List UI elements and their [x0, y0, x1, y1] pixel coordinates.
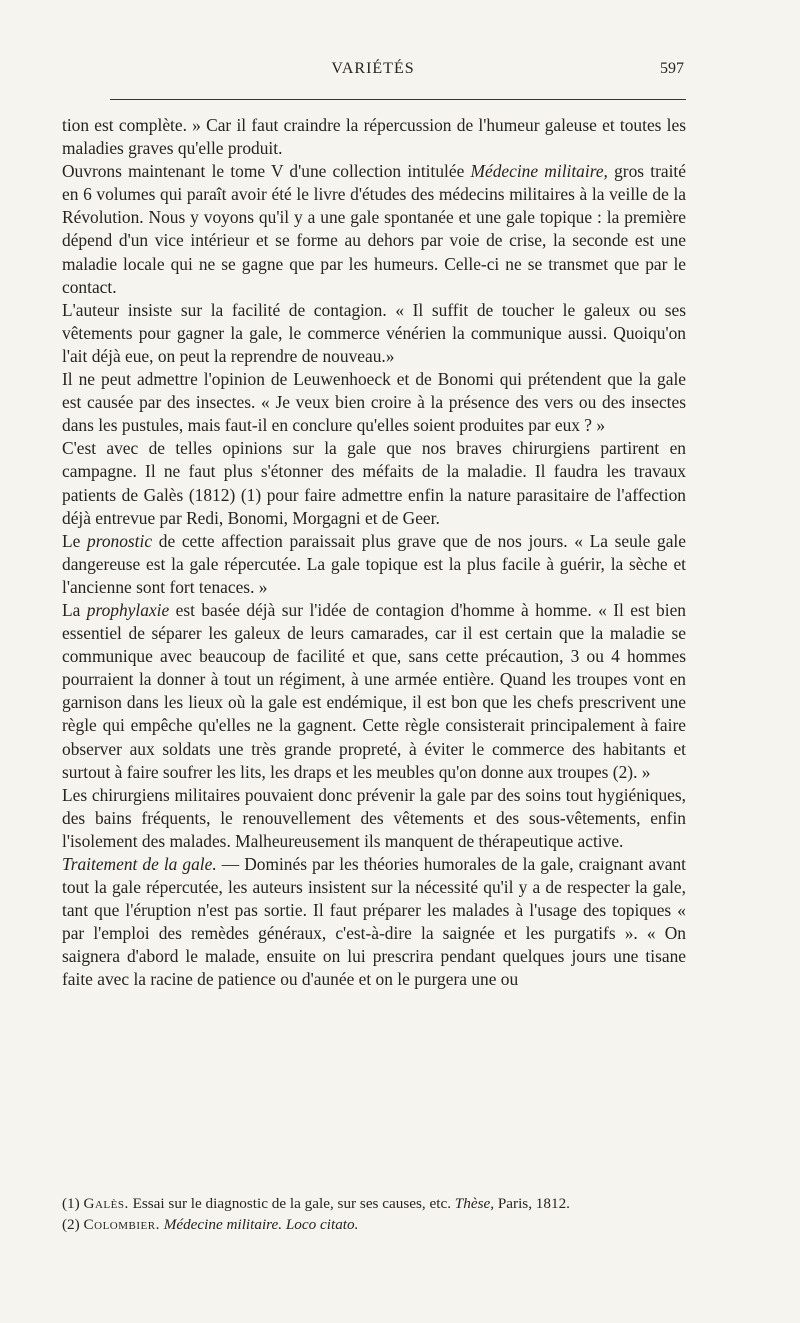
- page-header: [62, 60, 684, 86]
- footnote-2-mark: (2): [62, 1216, 80, 1233]
- work-title: Médecine militaire,: [470, 161, 608, 182]
- paragraph-7-rest: est basée déjà sur l'idée de contagion d'homme à homme. « Il est bien essentiel de séparer les galeux de leurs camarades, car il est certain que la maladie se communique avec beaucoup de facilité et que, sans cette précaution, 3 ou 4 hommes pourraient la donner à tout un régiment, à une armée entière. Quand les troupes vont en garnison dans les lieux où la gale est endémique, il est bon que les chefs prescrivent une règle qui empêche qu'elles ne la gagnent. Cette règle consisterait principalement à faire observer aux soldats une très grande propreté, à éviter le commerce des habitants et surtout à faire soufrer les lits, les draps et les meubles qu'on donne aux troupes (2). »: [62, 599, 686, 782]
- running-title: VARIÉTÉS: [331, 60, 415, 77]
- paragraph-6-rest: de cette affection paraissait plus grave que de nos jours. « La seule gale dangereuse est la gale répercutée. La gale topique est la plus facile à guérir, la sèche et l'ancienne sont fort tenaces. »: [62, 530, 686, 597]
- term-prophylaxie: prophylaxie: [86, 599, 170, 620]
- paragraph-2: [62, 160, 686, 299]
- paragraph-9-rest: — Dominés par les théories humorales de la gale, craignant avant tout la gale répercutée, les auteurs insistent sur la nécessité qu'il y a de respecter la gale, tant que l'éruption n'est pas sortie. Il faut préparer les malades à l'usage des topiques « par l'emploi des remèdes généraux, c'est-à-dire la saignée et les purgatifs ». « On saignera d'abord le malade, ensuite on lui prescrira pendant quelques jours une tisane faite avec la racine de patience ou d'aunée et on le purgera une ou: [62, 854, 686, 990]
- footnote-1-thesis: Thèse,: [454, 1195, 495, 1212]
- paragraph-2-rest: gros traité en 6 volumes qui paraît avoir été le livre d'études des médecins militaires à la veille de la Révolution. Nous y voyons qu'il y a une gale spontanée et une gale topique : la première dépend d'un vice intérieur et se forme au dehors par voie de crise, la seconde est une maladie locale qui ne se gagne que par les humeurs. Celle-ci ne se transmet que par le contact.: [62, 161, 686, 297]
- section-heading-traitement: Traitement de la gale.: [62, 854, 217, 874]
- paragraph-6: [62, 530, 686, 599]
- footnote-1-text: Essai sur le diagnostic de la gale, sur ses causes, etc.: [128, 1195, 455, 1212]
- footnote-2-work: Médecine militaire. Loco citato.: [159, 1216, 359, 1233]
- footnotes: [62, 1193, 686, 1235]
- paragraph-4: Il ne peut admettre l'opinion de Leuwenhoeck et de Bonomi qui prétendent que la gale est causée par des insectes. « Je veux bien croire à la présence des vers ou des insectes dans les pustules, mais faut-il en conclure qu'elles soient produites par eux ? »: [62, 369, 686, 436]
- footnote-1: [62, 1193, 686, 1214]
- footnote-1-place: Paris, 1812.: [494, 1195, 570, 1212]
- footnote-2-author: Colombier.: [83, 1216, 160, 1233]
- paragraph-9: [62, 853, 686, 992]
- paragraph-7: [62, 599, 686, 784]
- page-number: 597: [660, 60, 684, 77]
- paragraph-5: C'est avec de telles opinions sur la gale que nos braves chirurgiens partirent en campagne. Il ne faut plus s'étonner des méfaits de la maladie. Il faudra les travaux patients de Galès (1812) (1) pour faire admettre enfin la nature parasitaire de l'affection déjà entrevue par Redi, Bonomi, Morgagni et de Geer.: [62, 438, 686, 528]
- term-pronostic: pronostic: [87, 530, 153, 551]
- paragraph-1: tion est complète. » Car il faut craindre la répercussion de l'humeur galeuse et toutes les maladies graves qu'elle produit.: [62, 115, 686, 159]
- paragraph-3: L'auteur insiste sur la facilité de contagion. « Il suffit de toucher le galeux ou ses vêtements pour gagner la gale, le commerce vénérien la communique aussi. Quoiqu'on l'ait déjà eue, on peut la reprendre de nouveau.»: [62, 299, 686, 366]
- header-rule: [110, 99, 686, 100]
- paragraph-2-start: Ouvrons maintenant le tome V d'une collection intitulée: [62, 161, 471, 182]
- body-text: [62, 114, 686, 992]
- footnote-1-mark: (1): [62, 1195, 80, 1212]
- paragraph-6-start: Le: [62, 530, 88, 551]
- footnote-1-author: Galès.: [83, 1195, 129, 1212]
- paragraph-8: Les chirurgiens militaires pouvaient donc prévenir la gale par des soins tout hygiéniques, des bains fréquents, le renouvellement des vêtements et des sous-vêtements, enfin l'isolement des malades. Malheureusement ils manquent de thérapeutique active.: [62, 784, 686, 851]
- footnote-2: [62, 1214, 686, 1235]
- paragraph-7-start: La: [62, 599, 87, 620]
